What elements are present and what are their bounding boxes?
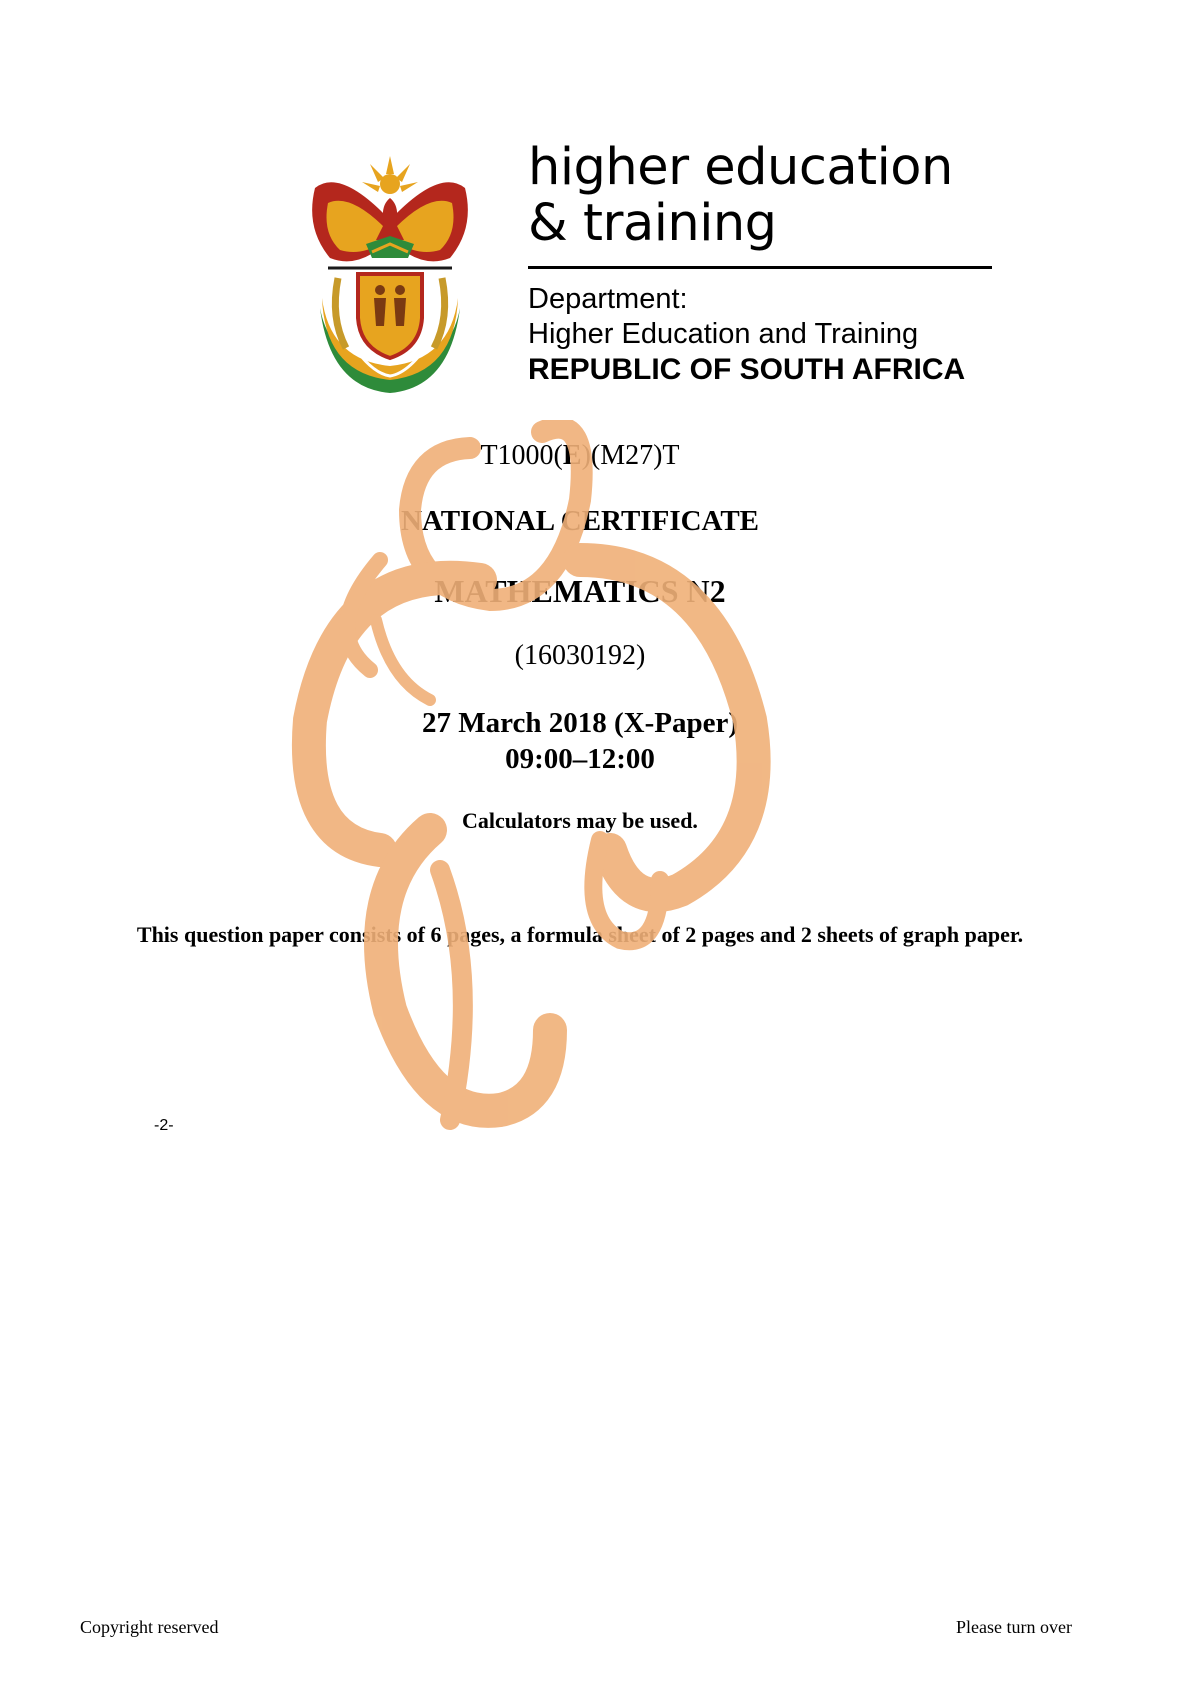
crest-wheat-right [434,278,445,348]
turn-over-notice: Please turn over [956,1617,1072,1637]
brand-title-line2: & training [528,194,777,253]
department-brand [528,138,998,386]
department-name: Higher Education and Training [528,318,919,350]
brand-title-line1: higher education [528,138,953,197]
exam-date: 27 March 2018 (X-Paper) [422,707,738,739]
paper-composition: This question paper consists of 6 pages, a formula sheet of 2 pages and 2 sheets of graph paper. [136,922,1024,947]
exam-date-time [0,705,1160,777]
paper-code: T1000(E)(M27)T [480,440,680,471]
page-number: -2- [154,1117,174,1134]
crest-wheat-left [335,278,346,348]
crest-shield [358,274,422,358]
copyright-notice: Copyright reserved [80,1617,219,1637]
subject-code: (16030192) [514,640,646,671]
department-country: REPUBLIC OF SOUTH AFRICA [528,353,966,386]
coat-of-arms-logo [300,148,480,398]
exam-time: 09:00–12:00 [505,743,655,775]
department-info [528,282,998,387]
subject-title: MATHEMATICS N2 [434,573,726,609]
crest-sun [362,156,418,194]
calculator-notice: Calculators may be used. [462,808,698,833]
certificate-title: NATIONAL CERTIFICATE [400,505,760,537]
department-label: Department: [528,283,688,315]
brand-divider [528,266,992,269]
